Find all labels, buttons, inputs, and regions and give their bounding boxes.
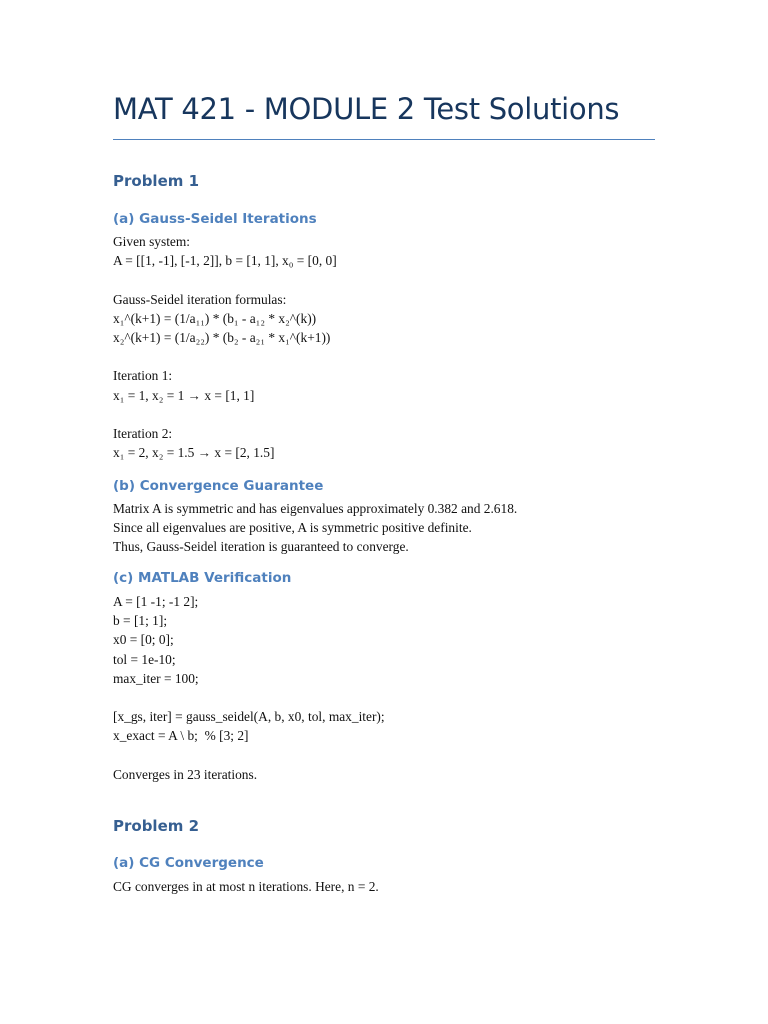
code-line: tol = 1e-10; xyxy=(113,651,176,667)
part-a-gauss-seidel-heading: (a) Gauss-Seidel Iterations xyxy=(113,211,317,227)
part-b-convergence-heading: (b) Convergence Guarantee xyxy=(113,478,324,494)
text-line: Thus, Gauss-Seidel iteration is guaranteed to converge. xyxy=(113,539,409,555)
text-line: CG converges in at most n iterations. Here, n = 2. xyxy=(113,879,379,894)
text-line: A = [[1, -1], [-1, 2]], b = [1, 1], x₀ = [0, 0] xyxy=(113,253,337,269)
text-line: x₁ = 1, x₂ = 1 → x = [1, 1] xyxy=(113,387,255,403)
text-line: Since all eigenvalues are positive, A is symmetric positive definite. xyxy=(113,520,472,536)
text-line: Given system: xyxy=(113,234,190,249)
code-line xyxy=(113,746,385,765)
text-line xyxy=(113,270,337,289)
title-underline xyxy=(113,139,655,140)
document-title: MAT 421 - MODULE 2 Test Solutions xyxy=(113,92,620,126)
text-line: x₁ = 2, x₂ = 1.5 → x = [2, 1.5] xyxy=(113,445,275,461)
text-line: x₁^(k+1) = (1/a₁₁) * (b₁ - a₁₂ * x₂^(k)) xyxy=(113,310,317,326)
problem-2-heading: Problem 2 xyxy=(113,817,200,835)
cg-text-block xyxy=(113,877,379,896)
text-line: Matrix A is symmetric and has eigenvalues approximately 0.382 and 2.618. xyxy=(113,501,518,516)
text-line: Iteration 2: xyxy=(113,425,173,441)
code-line: x_exact = A \ b; % [3; 2] xyxy=(113,728,249,744)
text-line: Iteration 1: xyxy=(113,368,173,384)
text-line xyxy=(113,405,337,424)
problem-1-heading: Problem 1 xyxy=(113,172,200,190)
code-line xyxy=(113,688,385,707)
matlab-text-block xyxy=(113,592,385,784)
text-line: Converges in 23 iterations. xyxy=(113,766,258,782)
code-line: b = [1; 1]; xyxy=(113,613,168,629)
convergence-text-block xyxy=(113,499,517,557)
code-line: [x_gs, iter] = gauss_seidel(A, b, x0, tol, max_iter); xyxy=(113,709,385,725)
code-line: A = [1 -1; -1 2]; xyxy=(113,594,199,609)
text-line: Gauss-Seidel iteration formulas: xyxy=(113,291,287,307)
text-line xyxy=(113,347,337,366)
part-a-cg-convergence-heading: (a) CG Convergence xyxy=(113,855,264,871)
text-line: x₂^(k+1) = (1/a₂₂) * (b₂ - a₂₁ * x₁^(k+1)) xyxy=(113,329,331,345)
code-line: max_iter = 100; xyxy=(113,670,199,686)
gauss-seidel-text-block xyxy=(113,232,337,462)
part-c-matlab-heading: (c) MATLAB Verification xyxy=(113,570,292,586)
code-line: x0 = [0; 0]; xyxy=(113,632,174,648)
